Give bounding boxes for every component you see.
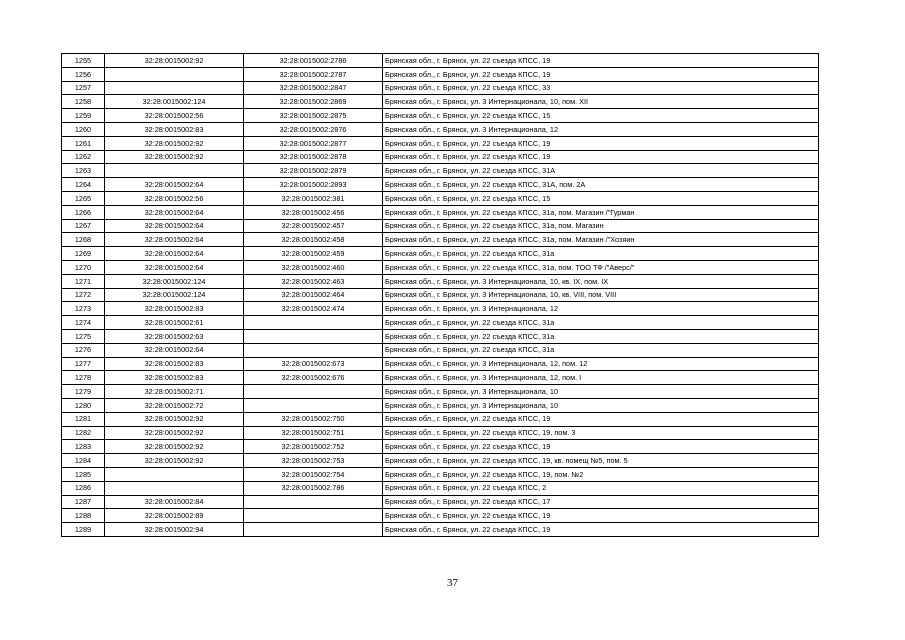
table-row xyxy=(62,122,819,136)
parent-cadastral-number-cell xyxy=(105,164,244,178)
parent-cadastral-number-cell: 32:28:0015002:92 xyxy=(105,150,244,164)
row-number-cell: 1278 xyxy=(62,371,105,385)
row-number-cell: 1283 xyxy=(62,440,105,454)
table-row xyxy=(62,260,819,274)
row-number-cell: 1287 xyxy=(62,495,105,509)
cadastral-number-cell xyxy=(244,316,383,330)
row-number-cell: 1279 xyxy=(62,385,105,399)
parent-cadastral-number-cell xyxy=(105,467,244,481)
row-number-cell: 1270 xyxy=(62,260,105,274)
table-row xyxy=(62,191,819,205)
table-row xyxy=(62,288,819,302)
table-row xyxy=(62,164,819,178)
parent-cadastral-number-cell: 32:28:0015002:64 xyxy=(105,233,244,247)
row-number-cell: 1280 xyxy=(62,398,105,412)
parent-cadastral-number-cell: 32:28:0015002:56 xyxy=(105,191,244,205)
row-number-cell: 1276 xyxy=(62,343,105,357)
address-cell: Брянская обл., г. Брянск, ул. 22 съезда КПСС, 15 xyxy=(383,191,819,205)
cadastral-number-cell: 32:28:0015002:474 xyxy=(244,302,383,316)
table-row xyxy=(62,454,819,468)
address-cell: Брянская обл., г. Брянск, ул. 22 съезда КПСС, 31а, пом. Магазин /"Хозяин xyxy=(383,233,819,247)
cadastral-number-cell: 32:28:0015002:456 xyxy=(244,205,383,219)
cadastral-number-cell: 32:28:0015002:2878 xyxy=(244,150,383,164)
address-cell: Брянская обл., г. Брянск, ул. 22 съезда КПСС, 31А, пом. 2А xyxy=(383,178,819,192)
cadastral-number-cell xyxy=(244,343,383,357)
parent-cadastral-number-cell: 32:28:0015002:83 xyxy=(105,371,244,385)
table-row xyxy=(62,467,819,481)
table-row xyxy=(62,523,819,537)
parent-cadastral-number-cell: 32:28:0015002:84 xyxy=(105,495,244,509)
page-number: 37 xyxy=(447,577,458,589)
cadastral-number-cell: 32:28:0015002:381 xyxy=(244,191,383,205)
parent-cadastral-number-cell: 32:28:0015002:63 xyxy=(105,329,244,343)
cadastral-number-cell: 32:28:0015002:673 xyxy=(244,357,383,371)
address-cell: Брянская обл., г. Брянск, ул. 22 съезда КПСС, 31а xyxy=(383,343,819,357)
row-number-cell: 1284 xyxy=(62,454,105,468)
address-cell: Брянская обл., г. Брянск, ул. 3 Интернационала, 12, пом. 12 xyxy=(383,357,819,371)
table-row xyxy=(62,54,819,68)
row-number-cell: 1258 xyxy=(62,95,105,109)
row-number-cell: 1266 xyxy=(62,205,105,219)
table-row xyxy=(62,67,819,81)
address-cell: Брянская обл., г. Брянск, ул. 22 съезда КПСС, 31а xyxy=(383,247,819,261)
table-row xyxy=(62,440,819,454)
address-cell: Брянская обл., г. Брянск, ул. 22 съезда КПСС, 19 xyxy=(383,523,819,537)
cadastral-number-cell: 32:28:0015002:458 xyxy=(244,233,383,247)
cadastral-number-cell: 32:28:0015002:2876 xyxy=(244,122,383,136)
table-row xyxy=(62,385,819,399)
cadastral-number-cell: 32:28:0015002:2847 xyxy=(244,81,383,95)
row-number-cell: 1267 xyxy=(62,219,105,233)
table-row xyxy=(62,81,819,95)
cadastral-number-cell: 32:28:0015002:2869 xyxy=(244,95,383,109)
cadastral-number-cell xyxy=(244,495,383,509)
parent-cadastral-number-cell: 32:28:0015002:94 xyxy=(105,523,244,537)
cadastral-number-cell: 32:28:0015002:2786 xyxy=(244,54,383,68)
table-row xyxy=(62,329,819,343)
cadastral-number-cell: 32:28:0015002:786 xyxy=(244,481,383,495)
address-cell: Брянская обл., г. Брянск, ул. 3 Интернационала, 12 xyxy=(383,302,819,316)
parent-cadastral-number-cell: 32:28:0015002:56 xyxy=(105,109,244,123)
table-row xyxy=(62,150,819,164)
row-number-cell: 1289 xyxy=(62,523,105,537)
address-cell: Брянская обл., г. Брянск, ул. 22 съезда КПСС, 31А xyxy=(383,164,819,178)
parent-cadastral-number-cell: 32:28:0015002:64 xyxy=(105,247,244,261)
parent-cadastral-number-cell: 32:28:0015002:64 xyxy=(105,205,244,219)
table-row xyxy=(62,178,819,192)
address-cell: Брянская обл., г. Брянск, ул. 3 Интернационала, 12 xyxy=(383,122,819,136)
address-cell: Брянская обл., г. Брянск, ул. 22 съезда КПСС, 19 xyxy=(383,509,819,523)
row-number-cell: 1261 xyxy=(62,136,105,150)
row-number-cell: 1281 xyxy=(62,412,105,426)
parent-cadastral-number-cell: 32:28:0015002:92 xyxy=(105,454,244,468)
address-cell: Брянская обл., г. Брянск, ул. 22 съезда КПСС, 31а, пом. Магазин /"Гурман xyxy=(383,205,819,219)
table-row xyxy=(62,426,819,440)
row-number-cell: 1271 xyxy=(62,274,105,288)
address-cell: Брянская обл., г. Брянск, ул. 22 съезда КПСС, 33 xyxy=(383,81,819,95)
table-row xyxy=(62,302,819,316)
cadastral-number-cell: 32:28:0015002:464 xyxy=(244,288,383,302)
cadastral-number-cell: 32:28:0015002:751 xyxy=(244,426,383,440)
row-number-cell: 1257 xyxy=(62,81,105,95)
cadastral-number-cell xyxy=(244,509,383,523)
parent-cadastral-number-cell: 32:28:0015002:64 xyxy=(105,178,244,192)
cadastral-number-cell: 32:28:0015002:459 xyxy=(244,247,383,261)
row-number-cell: 1272 xyxy=(62,288,105,302)
address-cell: Брянская обл., г. Брянск, ул. 3 Интернационала, 12, пом. I xyxy=(383,371,819,385)
row-number-cell: 1285 xyxy=(62,467,105,481)
cadastral-number-cell: 32:28:0015002:460 xyxy=(244,260,383,274)
address-cell: Брянская обл., г. Брянск, ул. 3 Интернационала, 10, пом. XII xyxy=(383,95,819,109)
address-cell: Брянская обл., г. Брянск, ул. 22 съезда КПСС, 19 xyxy=(383,67,819,81)
cadastral-number-cell xyxy=(244,523,383,537)
parent-cadastral-number-cell: 32:28:0015002:64 xyxy=(105,343,244,357)
table-row xyxy=(62,274,819,288)
parent-cadastral-number-cell: 32:28:0015002:124 xyxy=(105,288,244,302)
row-number-cell: 1256 xyxy=(62,67,105,81)
cadastral-number-cell: 32:28:0015002:2875 xyxy=(244,109,383,123)
parent-cadastral-number-cell: 32:28:0015002:64 xyxy=(105,219,244,233)
row-number-cell: 1260 xyxy=(62,122,105,136)
address-cell: Брянская обл., г. Брянск, ул. 22 съезда КПСС, 31а, пом. Магазин xyxy=(383,219,819,233)
cadastral-number-cell: 32:28:0015002:754 xyxy=(244,467,383,481)
row-number-cell: 1274 xyxy=(62,316,105,330)
address-cell: Брянская обл., г. Брянск, ул. 22 съезда КПСС, 19 xyxy=(383,412,819,426)
table-row xyxy=(62,343,819,357)
row-number-cell: 1264 xyxy=(62,178,105,192)
table-row xyxy=(62,247,819,261)
cadastral-number-cell xyxy=(244,385,383,399)
parent-cadastral-number-cell: 32:28:0015002:92 xyxy=(105,412,244,426)
parent-cadastral-number-cell: 32:28:0015002:61 xyxy=(105,316,244,330)
address-cell: Брянская обл., г. Брянск, ул. 22 съезда КПСС, 19 xyxy=(383,150,819,164)
row-number-cell: 1268 xyxy=(62,233,105,247)
parent-cadastral-number-cell xyxy=(105,81,244,95)
parent-cadastral-number-cell xyxy=(105,67,244,81)
parent-cadastral-number-cell: 32:28:0015002:72 xyxy=(105,398,244,412)
table-row xyxy=(62,136,819,150)
table-row xyxy=(62,109,819,123)
cadastral-number-cell: 32:28:0015002:676 xyxy=(244,371,383,385)
table-row xyxy=(62,357,819,371)
parent-cadastral-number-cell: 32:28:0015002:124 xyxy=(105,274,244,288)
row-number-cell: 1265 xyxy=(62,191,105,205)
table-row xyxy=(62,95,819,109)
cadastral-number-cell: 32:28:0015002:2787 xyxy=(244,67,383,81)
row-number-cell: 1259 xyxy=(62,109,105,123)
address-cell: Брянская обл., г. Брянск, ул. 22 съезда КПСС, 31а, пом. ТОО ТФ /"Аверс/" xyxy=(383,260,819,274)
parent-cadastral-number-cell: 32:28:0015002:83 xyxy=(105,357,244,371)
cadastral-number-cell: 32:28:0015002:463 xyxy=(244,274,383,288)
table-row xyxy=(62,495,819,509)
cadastral-number-cell xyxy=(244,329,383,343)
cadastral-number-cell: 32:28:0015002:457 xyxy=(244,219,383,233)
row-number-cell: 1263 xyxy=(62,164,105,178)
row-number-cell: 1286 xyxy=(62,481,105,495)
table-row xyxy=(62,398,819,412)
cadastral-number-cell: 32:28:0015002:753 xyxy=(244,454,383,468)
address-cell: Брянская обл., г. Брянск, ул. 22 съезда КПСС, 19, пом. 3 xyxy=(383,426,819,440)
parent-cadastral-number-cell: 32:28:0015002:64 xyxy=(105,260,244,274)
address-cell: Брянская обл., г. Брянск, ул. 22 съезда КПСС, 19, кв. помещ №5, пом. 5 xyxy=(383,454,819,468)
address-cell: Брянская обл., г. Брянск, ул. 22 съезда КПСС, 19, пом. №2 xyxy=(383,467,819,481)
row-number-cell: 1288 xyxy=(62,509,105,523)
row-number-cell: 1277 xyxy=(62,357,105,371)
parent-cadastral-number-cell: 32:28:0015002:92 xyxy=(105,426,244,440)
address-cell: Брянская обл., г. Брянск, ул. 22 съезда КПСС, 19 xyxy=(383,54,819,68)
parent-cadastral-number-cell: 32:28:0015002:71 xyxy=(105,385,244,399)
parent-cadastral-number-cell: 32:28:0015002:92 xyxy=(105,54,244,68)
cadastral-number-cell xyxy=(244,398,383,412)
property-registry-table xyxy=(61,53,819,537)
row-number-cell: 1275 xyxy=(62,329,105,343)
parent-cadastral-number-cell: 32:28:0015002:83 xyxy=(105,122,244,136)
parent-cadastral-number-cell: 32:28:0015002:83 xyxy=(105,302,244,316)
cadastral-number-cell: 32:28:0015002:2877 xyxy=(244,136,383,150)
parent-cadastral-number-cell: 32:28:0015002:89 xyxy=(105,509,244,523)
cadastral-number-cell: 32:28:0015002:750 xyxy=(244,412,383,426)
address-cell: Брянская обл., г. Брянск, ул. 22 съезда КПСС, 31а xyxy=(383,316,819,330)
parent-cadastral-number-cell: 32:28:0015002:92 xyxy=(105,136,244,150)
address-cell: Брянская обл., г. Брянск, ул. 3 Интернационала, 10 xyxy=(383,385,819,399)
cadastral-number-cell: 32:28:0015002:2879 xyxy=(244,164,383,178)
table-body xyxy=(62,54,819,537)
address-cell: Брянская обл., г. Брянск, ул. 22 съезда КПСС, 19 xyxy=(383,136,819,150)
table-row xyxy=(62,481,819,495)
address-cell: Брянская обл., г. Брянск, ул. 22 съезда КПСС, 31а xyxy=(383,329,819,343)
table-row xyxy=(62,316,819,330)
cadastral-number-cell: 32:28:0015002:752 xyxy=(244,440,383,454)
table-row xyxy=(62,509,819,523)
row-number-cell: 1255 xyxy=(62,54,105,68)
row-number-cell: 1282 xyxy=(62,426,105,440)
cadastral-number-cell: 32:28:0015002:2893 xyxy=(244,178,383,192)
table-row xyxy=(62,233,819,247)
address-cell: Брянская обл., г. Брянск, ул. 22 съезда КПСС, 2 xyxy=(383,481,819,495)
address-cell: Брянская обл., г. Брянск, ул. 22 съезда КПСС, 17 xyxy=(383,495,819,509)
address-cell: Брянская обл., г. Брянск, ул. 22 съезда КПСС, 15 xyxy=(383,109,819,123)
parent-cadastral-number-cell xyxy=(105,481,244,495)
parent-cadastral-number-cell: 32:28:0015002:92 xyxy=(105,440,244,454)
address-cell: Брянская обл., г. Брянск, ул. 3 Интернационала, 10 xyxy=(383,398,819,412)
table-row xyxy=(62,371,819,385)
parent-cadastral-number-cell: 32:28:0015002:124 xyxy=(105,95,244,109)
row-number-cell: 1273 xyxy=(62,302,105,316)
table-row xyxy=(62,412,819,426)
address-cell: Брянская обл., г. Брянск, ул. 3 Интернационала, 10, кв. IX, пом. IX xyxy=(383,274,819,288)
row-number-cell: 1262 xyxy=(62,150,105,164)
address-cell: Брянская обл., г. Брянск, ул. 3 Интернационала, 10, кв. VIII, пом. VIII xyxy=(383,288,819,302)
address-cell: Брянская обл., г. Брянск, ул. 22 съезда КПСС, 19 xyxy=(383,440,819,454)
table-row xyxy=(62,219,819,233)
row-number-cell: 1269 xyxy=(62,247,105,261)
table-row xyxy=(62,205,819,219)
